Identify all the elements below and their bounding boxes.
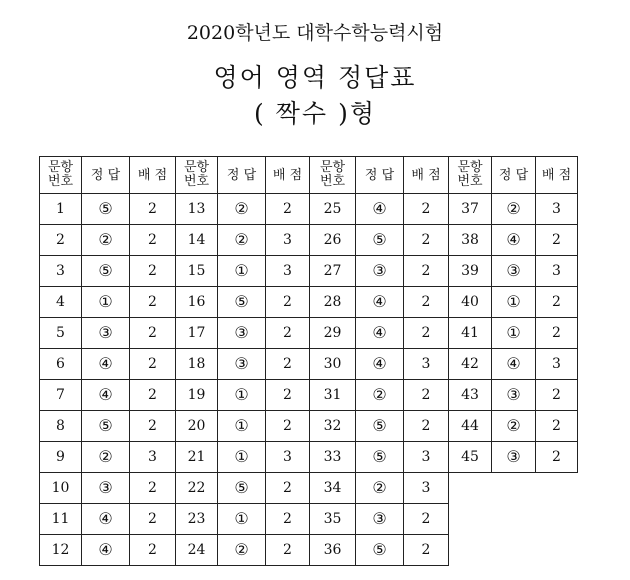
- score-cell: 2: [404, 411, 449, 442]
- question-number: 26: [310, 225, 356, 256]
- question-number: 16: [176, 287, 218, 318]
- question-number: 12: [40, 535, 82, 566]
- question-number: 42: [449, 349, 492, 380]
- question-number: 17: [176, 318, 218, 349]
- score-cell: 3: [130, 442, 176, 473]
- score-cell: 3: [404, 473, 449, 504]
- score-cell: 2: [404, 225, 449, 256]
- question-number: 20: [176, 411, 218, 442]
- score-cell: 3: [266, 225, 310, 256]
- question-number: 1: [40, 194, 82, 225]
- answer-cell: ①: [218, 504, 266, 535]
- answer-cell: ①: [218, 256, 266, 287]
- header-number-line1: 문항: [47, 160, 74, 175]
- header-number-line2: 번호: [183, 174, 210, 189]
- score-cell: 3: [266, 256, 310, 287]
- score-cell: 2: [404, 380, 449, 411]
- score-cell: 2: [130, 225, 176, 256]
- score-cell: 2: [404, 256, 449, 287]
- answer-cell: ③: [492, 442, 536, 473]
- score-cell: 2: [130, 349, 176, 380]
- score-cell: 2: [266, 194, 310, 225]
- score-cell: 2: [266, 287, 310, 318]
- answer-cell: ④: [356, 318, 404, 349]
- header-score: 배 점: [130, 157, 176, 194]
- answer-cell: ③: [356, 256, 404, 287]
- answer-cell: ④: [356, 349, 404, 380]
- answer-cell: ②: [356, 380, 404, 411]
- question-number: 15: [176, 256, 218, 287]
- question-number: 9: [40, 442, 82, 473]
- question-number: 10: [40, 473, 82, 504]
- question-number: 14: [176, 225, 218, 256]
- question-number: 5: [40, 318, 82, 349]
- question-number: 33: [310, 442, 356, 473]
- answer-cell: ②: [218, 225, 266, 256]
- score-cell: 2: [130, 504, 176, 535]
- score-cell: 2: [266, 535, 310, 566]
- question-number: 40: [449, 287, 492, 318]
- question-number: 13: [176, 194, 218, 225]
- question-number: 4: [40, 287, 82, 318]
- table-row: [40, 256, 578, 287]
- score-cell: 2: [266, 318, 310, 349]
- score-cell: 3: [266, 442, 310, 473]
- question-number: 44: [449, 411, 492, 442]
- form-type-open: (: [254, 99, 266, 128]
- answer-cell: ③: [82, 473, 130, 504]
- score-cell: 2: [266, 504, 310, 535]
- answer-cell: ⑤: [356, 442, 404, 473]
- header-number-line1: 문항: [457, 160, 483, 175]
- answer-cell: ⑤: [356, 535, 404, 566]
- answer-cell: ②: [82, 442, 130, 473]
- answer-cell: ⑤: [82, 411, 130, 442]
- question-number: 2: [40, 225, 82, 256]
- answer-cell: ⑤: [82, 194, 130, 225]
- answer-cell: ②: [356, 473, 404, 504]
- form-type-value: 짝수: [275, 99, 329, 128]
- question-number: 37: [449, 194, 492, 225]
- header-answer: 정 답: [492, 157, 536, 194]
- header-answer: 정 답: [82, 157, 130, 194]
- question-number: 32: [310, 411, 356, 442]
- question-number: 28: [310, 287, 356, 318]
- answer-cell: ①: [218, 442, 266, 473]
- score-cell: 2: [536, 442, 578, 473]
- score-cell: 3: [536, 256, 578, 287]
- question-number: 29: [310, 318, 356, 349]
- answer-cell: ①: [218, 411, 266, 442]
- answer-cell: ③: [82, 318, 130, 349]
- answer-cell: ①: [218, 380, 266, 411]
- score-cell: 2: [130, 256, 176, 287]
- question-number: 41: [449, 318, 492, 349]
- score-cell: 2: [266, 411, 310, 442]
- answer-cell: ②: [492, 411, 536, 442]
- header-number-line2: 번호: [47, 174, 74, 189]
- score-cell: 2: [404, 318, 449, 349]
- question-number: 6: [40, 349, 82, 380]
- answer-cell: ①: [492, 318, 536, 349]
- table-row: [40, 504, 578, 535]
- table-row: [40, 473, 578, 504]
- header-answer: 정 답: [218, 157, 266, 194]
- question-number: 22: [176, 473, 218, 504]
- question-number: 34: [310, 473, 356, 504]
- score-cell: 2: [130, 318, 176, 349]
- header-number: [40, 157, 82, 194]
- table-row: [40, 318, 578, 349]
- question-number: 30: [310, 349, 356, 380]
- question-number: 38: [449, 225, 492, 256]
- header-number: [310, 157, 356, 194]
- answer-cell: ③: [218, 349, 266, 380]
- score-cell: 3: [536, 194, 578, 225]
- empty-cell: [449, 473, 578, 504]
- question-number: 43: [449, 380, 492, 411]
- table-row: [40, 349, 578, 380]
- question-number: 39: [449, 256, 492, 287]
- table-row: [40, 194, 578, 225]
- header-score: 배 점: [266, 157, 310, 194]
- score-cell: 2: [404, 194, 449, 225]
- question-number: 7: [40, 380, 82, 411]
- table-row: [40, 442, 578, 473]
- question-number: 3: [40, 256, 82, 287]
- question-number: 31: [310, 380, 356, 411]
- table-row: [40, 225, 578, 256]
- score-cell: 2: [536, 287, 578, 318]
- answer-cell: ④: [82, 504, 130, 535]
- answer-table: [39, 156, 578, 566]
- header-number-line2: 번호: [457, 174, 483, 189]
- header-score: 배 점: [404, 157, 449, 194]
- header-number: [176, 157, 218, 194]
- answer-cell: ③: [492, 380, 536, 411]
- header-score: 배 점: [536, 157, 578, 194]
- score-cell: 3: [404, 442, 449, 473]
- score-cell: 2: [130, 535, 176, 566]
- table-row: [40, 287, 578, 318]
- question-number: 23: [176, 504, 218, 535]
- score-cell: 2: [130, 194, 176, 225]
- header-number-line1: 문항: [183, 160, 210, 175]
- answer-cell: ①: [82, 287, 130, 318]
- exam-title: 2020학년도 대학수학능력시험: [186, 22, 444, 44]
- question-number: 24: [176, 535, 218, 566]
- score-cell: 2: [404, 287, 449, 318]
- question-number: 27: [310, 256, 356, 287]
- answer-cell: ⑤: [218, 287, 266, 318]
- answer-cell: ⑤: [356, 411, 404, 442]
- answer-cell: ③: [356, 504, 404, 535]
- answer-cell: ④: [356, 287, 404, 318]
- empty-cell: [449, 504, 578, 535]
- score-cell: 2: [266, 380, 310, 411]
- answer-cell: ④: [82, 380, 130, 411]
- header-number-line1: 문항: [319, 160, 346, 175]
- table-row: [40, 411, 578, 442]
- score-cell: 2: [536, 411, 578, 442]
- question-number: 8: [40, 411, 82, 442]
- score-cell: 2: [536, 225, 578, 256]
- question-number: 36: [310, 535, 356, 566]
- question-number: 35: [310, 504, 356, 535]
- answer-cell: ②: [82, 225, 130, 256]
- answer-cell: ⑤: [218, 473, 266, 504]
- table-row: [40, 535, 578, 566]
- answer-cell: ④: [82, 349, 130, 380]
- score-cell: 2: [130, 473, 176, 504]
- answer-cell: ②: [218, 535, 266, 566]
- answer-cell: ②: [492, 194, 536, 225]
- answer-cell: ④: [356, 194, 404, 225]
- score-cell: 2: [130, 380, 176, 411]
- header-answer: 정 답: [356, 157, 404, 194]
- empty-cell: [449, 535, 578, 566]
- score-cell: 2: [536, 380, 578, 411]
- answer-cell: ④: [492, 225, 536, 256]
- score-cell: 2: [404, 504, 449, 535]
- header-row: [40, 157, 578, 194]
- answer-cell: ③: [218, 318, 266, 349]
- question-number: 11: [40, 504, 82, 535]
- form-type-close: )형: [338, 99, 376, 128]
- form-type: [0, 94, 630, 130]
- score-cell: 3: [536, 349, 578, 380]
- question-number: 45: [449, 442, 492, 473]
- question-number: 19: [176, 380, 218, 411]
- question-number: 25: [310, 194, 356, 225]
- header-number: [449, 157, 492, 194]
- answer-cell: ③: [492, 256, 536, 287]
- answer-cell: ④: [82, 535, 130, 566]
- score-cell: 2: [266, 473, 310, 504]
- answer-cell: ⑤: [82, 256, 130, 287]
- header-number-line2: 번호: [319, 174, 346, 189]
- score-cell: 3: [404, 349, 449, 380]
- question-number: 18: [176, 349, 218, 380]
- answer-cell: ⑤: [356, 225, 404, 256]
- table-row: [40, 380, 578, 411]
- question-number: 21: [176, 442, 218, 473]
- answer-cell: ②: [218, 194, 266, 225]
- score-cell: 2: [536, 318, 578, 349]
- score-cell: 2: [404, 535, 449, 566]
- subject-title: 영어 영역 정답표: [213, 63, 417, 92]
- score-cell: 2: [130, 287, 176, 318]
- answer-cell: ①: [492, 287, 536, 318]
- answer-cell: ④: [492, 349, 536, 380]
- score-cell: 2: [130, 411, 176, 442]
- score-cell: 2: [266, 349, 310, 380]
